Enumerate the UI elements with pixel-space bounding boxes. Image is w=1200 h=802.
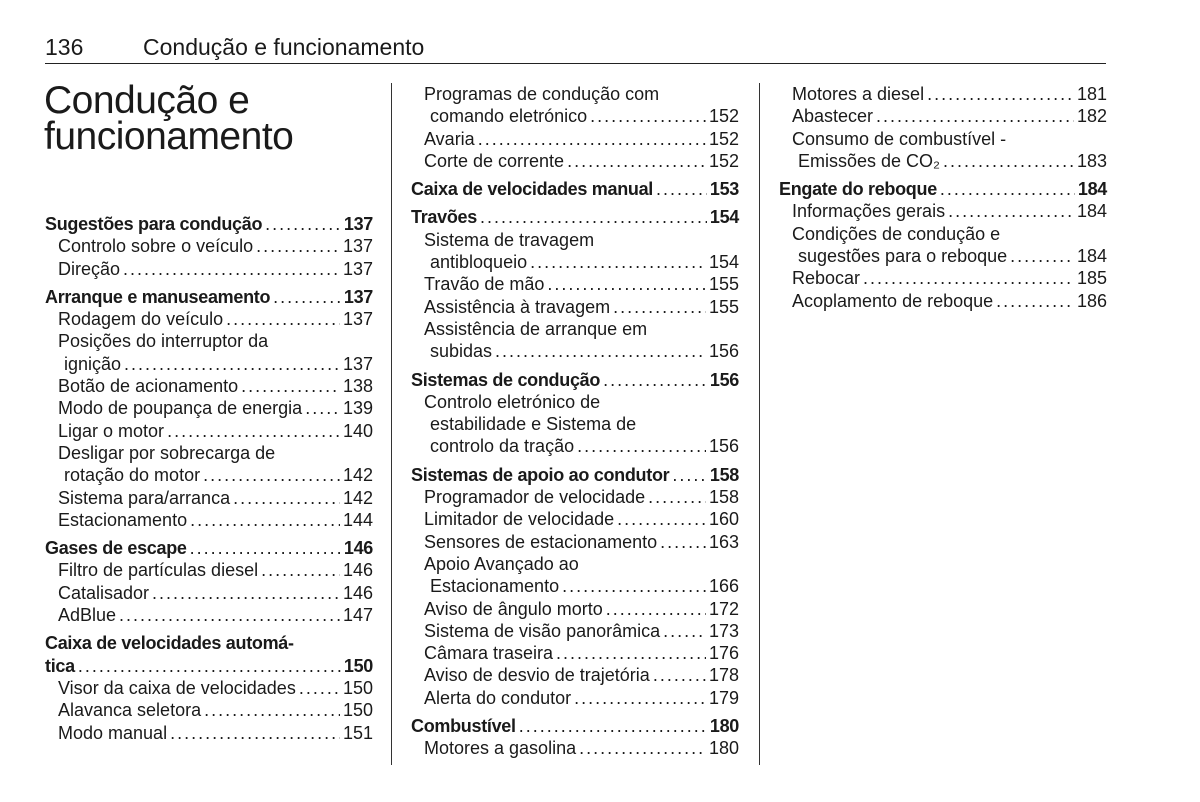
toc-entry-text: Combustível — [411, 716, 516, 737]
toc-entry-text: Visor da caixa de velocidades — [58, 677, 296, 698]
dot-leader — [948, 200, 1074, 222]
dot-leader — [656, 178, 707, 200]
chapter-title — [44, 79, 294, 158]
toc-entry-text: Sistemas de condução — [411, 369, 601, 390]
toc-line — [792, 245, 1107, 267]
toc-line — [424, 273, 739, 295]
running-header — [45, 34, 1106, 64]
toc-page-number: 150 — [342, 700, 373, 721]
toc-line — [424, 737, 739, 759]
toc-page-number: 183 — [1076, 150, 1107, 171]
toc-entry-text: Arranque e manuseamento — [45, 286, 271, 307]
toc-page-number: 178 — [708, 665, 739, 686]
toc-page-number: 151 — [342, 722, 373, 743]
toc-subentry[interactable] — [45, 677, 373, 699]
toc-entry-text: sugestões para o reboque — [798, 246, 1008, 267]
toc-line — [411, 715, 739, 737]
toc-entry-text: Sistema de visão panorâmica — [424, 620, 661, 641]
toc-line — [424, 664, 739, 686]
toc-line — [792, 83, 1107, 105]
toc-line — [424, 553, 739, 575]
toc-line — [424, 105, 739, 127]
toc-line — [792, 105, 1107, 127]
toc-line — [424, 128, 739, 150]
toc-page-number: 137 — [342, 353, 373, 374]
toc-line — [424, 391, 739, 413]
dot-leader — [305, 397, 340, 419]
toc-entry-text: Estacionamento — [58, 509, 188, 530]
dot-leader — [78, 655, 341, 677]
dot-leader — [603, 369, 707, 391]
toc-page-number: 163 — [708, 531, 739, 552]
toc-page-number: 153 — [709, 179, 739, 200]
toc-entry-text: Avaria — [424, 128, 475, 149]
toc-subentry[interactable] — [45, 397, 373, 419]
toc-line — [424, 598, 739, 620]
toc-page-number: 166 — [708, 576, 739, 597]
toc-line — [424, 251, 739, 273]
dot-leader — [233, 487, 340, 509]
dot-leader — [940, 178, 1075, 200]
toc-line — [424, 318, 739, 340]
toc-section-entry[interactable] — [779, 178, 1107, 200]
toc-line — [58, 559, 373, 581]
toc-entry-text: Catalisador — [58, 582, 150, 603]
toc-entry-text: Sensores de estacionamento — [424, 531, 658, 552]
toc-line — [58, 582, 373, 604]
toc-line — [411, 369, 739, 391]
toc-subentry[interactable] — [45, 509, 373, 531]
toc-page-number: 156 — [709, 369, 739, 390]
toc-entry-text: Estacionamento — [430, 576, 560, 597]
toc-section-entry[interactable] — [45, 286, 373, 308]
toc-line — [45, 213, 373, 235]
toc-line — [58, 330, 373, 352]
dot-leader — [579, 737, 706, 759]
toc-entry-text: ignição — [64, 353, 122, 374]
toc-line — [424, 229, 739, 251]
toc-page-number: 181 — [1076, 84, 1107, 104]
toc-line — [792, 290, 1107, 312]
toc-entry-text: subidas — [430, 341, 493, 362]
toc-subentry[interactable] — [779, 83, 1107, 105]
toc-line — [58, 699, 373, 721]
dot-leader — [556, 642, 706, 664]
dot-leader — [663, 620, 706, 642]
toc-entry-text: Sistema de travagem — [424, 229, 595, 250]
toc-line — [411, 464, 739, 486]
toc-entry-text: Filtro de partículas diesel — [58, 560, 259, 581]
toc-entry-text: Programas de condução com — [424, 84, 660, 104]
page-number: 136 — [45, 34, 84, 60]
toc-entry-text: Gases de escape — [45, 538, 187, 559]
toc-line — [424, 150, 739, 172]
toc-entry-text: Direção — [58, 258, 121, 279]
dot-leader — [167, 420, 340, 442]
toc-entry-text: Caixa de velocidades manual — [411, 179, 654, 200]
toc-line — [45, 286, 373, 308]
toc-line — [45, 655, 373, 677]
dot-leader — [606, 598, 706, 620]
toc-page-number: 184 — [1077, 179, 1107, 200]
column-divider — [391, 83, 392, 765]
dot-leader — [653, 664, 706, 686]
toc-subentry[interactable] — [411, 531, 739, 553]
dot-leader — [613, 296, 706, 318]
toc-line — [424, 486, 739, 508]
toc-page-number: 158 — [708, 487, 739, 508]
dot-leader — [203, 464, 340, 486]
toc-subentry[interactable] — [45, 375, 373, 397]
toc-line — [58, 722, 373, 744]
toc-entry-text: Alerta do condutor — [424, 687, 572, 708]
dot-leader — [124, 353, 340, 375]
toc-subentry[interactable] — [45, 699, 373, 721]
dot-leader — [617, 508, 706, 530]
toc-line — [45, 632, 373, 654]
toc-section-entry[interactable] — [411, 464, 739, 486]
toc-line — [424, 435, 739, 457]
toc-subentry[interactable] — [779, 223, 1107, 268]
toc-entry-text: Condições de condução e — [792, 223, 1001, 244]
toc-subentry[interactable] — [45, 604, 373, 626]
toc-page-number: 176 — [708, 643, 739, 664]
toc-entry-text: Motores a diesel — [792, 84, 925, 104]
toc-section-entry[interactable] — [411, 369, 739, 391]
dot-leader — [519, 715, 707, 737]
toc-subentry[interactable] — [411, 273, 739, 295]
toc-section-entry[interactable] — [45, 213, 373, 235]
toc-entry-text: comando eletrónico — [430, 106, 588, 127]
toc-page-number: 137 — [343, 214, 373, 234]
dot-leader — [299, 677, 340, 699]
toc-subentry[interactable] — [411, 553, 739, 598]
dot-leader — [152, 582, 340, 604]
toc-page-number: 137 — [342, 309, 373, 330]
toc-subentry[interactable] — [45, 487, 373, 509]
toc-subentry[interactable] — [411, 598, 739, 620]
dot-leader — [273, 286, 341, 308]
dot-leader — [480, 206, 707, 228]
toc-entry-text: Botão de acionamento — [58, 376, 239, 397]
chapter-title-line: Condução e — [44, 79, 250, 122]
toc-line — [58, 308, 373, 330]
toc-subentry[interactable] — [779, 200, 1107, 222]
toc-entry-text: Aviso de ângulo morto — [424, 598, 603, 619]
toc-line — [792, 223, 1107, 245]
toc-line — [58, 420, 373, 442]
toc-line — [424, 642, 739, 664]
dot-leader — [190, 537, 341, 559]
toc-entry-text: Corte de corrente — [424, 150, 565, 171]
dot-leader — [562, 575, 706, 597]
toc-subentry[interactable] — [45, 722, 373, 744]
toc-line — [792, 200, 1107, 222]
toc-section-entry[interactable] — [411, 206, 739, 228]
toc-section-entry[interactable] — [411, 715, 739, 737]
dot-leader — [876, 105, 1074, 127]
toc-line — [58, 464, 373, 486]
toc-page-number: 138 — [342, 376, 373, 397]
toc-line — [58, 509, 373, 531]
toc-entry-text: Controlo sobre o veículo — [58, 236, 254, 257]
dot-leader — [265, 213, 341, 235]
dot-leader — [123, 258, 340, 280]
toc-page-number: 155 — [708, 274, 739, 295]
dot-leader — [495, 340, 706, 362]
toc-subentry[interactable] — [411, 687, 739, 709]
toc-line — [58, 375, 373, 397]
toc-entry-text: Programador de velocidade — [424, 487, 646, 508]
toc-page-number: 179 — [708, 687, 739, 708]
toc-page-number: 155 — [708, 296, 739, 317]
dot-leader — [241, 375, 340, 397]
toc-subentry[interactable] — [411, 296, 739, 318]
toc-entry-text: controlo da tração — [430, 436, 575, 457]
toc-entry-text: Consumo de combustível - — [792, 128, 1007, 149]
toc-entry-text: Acoplamento de reboque — [792, 290, 994, 311]
toc-page-number: 158 — [709, 464, 739, 485]
toc-page-number: 150 — [342, 677, 373, 698]
toc-subentry[interactable] — [779, 290, 1107, 312]
toc-subentry[interactable] — [45, 420, 373, 442]
dot-leader — [204, 699, 340, 721]
toc-page-number: 147 — [342, 605, 373, 626]
dot-leader — [170, 722, 340, 744]
toc-entry-text: Travões — [411, 207, 477, 228]
toc-entry-text: Ligar o motor — [58, 420, 165, 441]
toc-page-number: 152 — [708, 128, 739, 149]
toc-page-number: 152 — [708, 106, 739, 127]
toc-line — [792, 267, 1107, 289]
toc-page-number: 184 — [1076, 246, 1107, 267]
toc-page-number: 144 — [342, 509, 373, 530]
toc-entry-text: Informações gerais — [792, 201, 946, 222]
toc-entry-text: Engate do reboque — [779, 179, 937, 200]
toc-entry-text: Motores a gasolina — [424, 738, 577, 759]
toc-entry-text: Assistência de arranque em — [424, 318, 648, 339]
toc-entry-text: Sugestões para condução — [45, 214, 263, 234]
dot-leader — [261, 559, 340, 581]
dot-leader — [648, 486, 706, 508]
toc-subentry[interactable] — [45, 582, 373, 604]
toc-page-number: 154 — [708, 252, 739, 273]
toc-subentry[interactable] — [45, 258, 373, 280]
toc-page-number: 137 — [342, 236, 373, 257]
toc-entry-text: Assistência à travagem — [424, 296, 611, 317]
toc-line — [45, 537, 373, 559]
toc-entry-text: Sistemas de apoio ao condutor — [411, 464, 670, 485]
toc-subentry[interactable] — [411, 150, 739, 172]
toc-subentry[interactable] — [779, 105, 1107, 127]
toc-line — [424, 413, 739, 435]
toc-subentry[interactable] — [45, 559, 373, 581]
dot-leader — [574, 687, 706, 709]
toc-line — [424, 575, 739, 597]
dot-leader — [478, 128, 706, 150]
toc-subentry[interactable] — [411, 128, 739, 150]
toc-line — [58, 397, 373, 419]
toc-subentry[interactable] — [411, 620, 739, 642]
toc-subentry[interactable] — [411, 83, 739, 128]
toc-entry-text: AdBlue — [58, 605, 117, 626]
toc-line — [779, 178, 1107, 200]
toc-line — [411, 178, 739, 200]
dot-leader — [672, 464, 707, 486]
dot-leader — [996, 290, 1074, 312]
toc-page-number: 137 — [342, 258, 373, 279]
toc-subentry[interactable] — [411, 642, 739, 664]
toc-page-number: 142 — [342, 465, 373, 486]
toc-section-entry[interactable] — [45, 632, 373, 677]
toc-entry-text: Controlo eletrónico de — [424, 391, 601, 412]
toc-line — [58, 258, 373, 280]
toc-entry-text: Aviso de desvio de trajetória — [424, 665, 650, 686]
toc-line — [424, 83, 739, 105]
toc-page-number: 186 — [1076, 290, 1107, 311]
dot-leader — [927, 83, 1074, 105]
toc-page-number: 180 — [709, 716, 739, 737]
toc-page-number: 154 — [709, 207, 739, 228]
toc-line — [424, 296, 739, 318]
toc-subentry[interactable] — [411, 318, 739, 363]
toc-page-number: 152 — [708, 150, 739, 171]
dot-leader — [943, 150, 1074, 172]
toc-entry-text: Desligar por sobrecarga de — [58, 442, 276, 463]
toc-page-number: 172 — [708, 598, 739, 619]
toc-section-entry[interactable] — [411, 178, 739, 200]
toc-subentry[interactable] — [411, 737, 739, 759]
toc-line — [58, 442, 373, 464]
toc-line — [411, 206, 739, 228]
dot-leader — [577, 435, 706, 457]
dot-leader — [256, 235, 340, 257]
toc-subentry[interactable] — [411, 229, 739, 274]
toc-subentry[interactable] — [45, 330, 373, 375]
toc-page-number: 142 — [342, 487, 373, 508]
toc-line — [424, 508, 739, 530]
toc-entry-text: Câmara traseira — [424, 643, 554, 664]
toc-entry-text: Sistema para/arranca — [58, 487, 231, 508]
toc-page-number: 173 — [708, 620, 739, 641]
toc-line — [792, 128, 1107, 150]
toc-line — [58, 487, 373, 509]
toc-column-3 — [779, 83, 1107, 312]
chapter-title-line: funcionamento — [44, 115, 294, 158]
toc-page-number: 184 — [1076, 201, 1107, 222]
dot-leader — [590, 105, 706, 127]
toc-page-number: 185 — [1076, 268, 1107, 289]
toc-entry-text: Rodagem do veículo — [58, 309, 224, 330]
toc-entry-text: antibloqueio — [430, 252, 528, 273]
dot-leader — [190, 509, 340, 531]
toc-subentry[interactable] — [411, 391, 739, 458]
toc-page-number: 137 — [343, 286, 373, 307]
toc-entry-text: Modo de poupança de energia — [58, 398, 303, 419]
dot-leader — [863, 267, 1074, 289]
dot-leader — [567, 150, 706, 172]
toc-subentry[interactable] — [45, 442, 373, 487]
toc-line — [58, 604, 373, 626]
toc-entry-text: Modo manual — [58, 722, 168, 743]
toc-entry-text: Limitador de velocidade — [424, 509, 615, 530]
toc-entry-text: rotação do motor — [64, 465, 201, 486]
toc-page-number: 146 — [342, 560, 373, 581]
toc-page-number: 146 — [343, 538, 373, 559]
column-divider — [759, 83, 760, 765]
toc-subentry[interactable] — [411, 664, 739, 686]
toc-line — [424, 687, 739, 709]
toc-line — [424, 620, 739, 642]
toc-page-number: 182 — [1076, 106, 1107, 127]
toc-page-number: 156 — [708, 341, 739, 362]
toc-line — [424, 340, 739, 362]
running-title: Condução e funcionamento — [143, 34, 425, 60]
dot-leader — [660, 531, 706, 553]
toc-entry-text: Rebocar — [792, 268, 861, 289]
toc-subentry[interactable] — [411, 486, 739, 508]
toc-entry-text: Posições do interruptor da — [58, 331, 269, 352]
toc-subentry[interactable] — [45, 308, 373, 330]
toc-entry-text: estabilidade e Sistema de — [430, 414, 637, 435]
dot-leader — [1010, 245, 1074, 267]
toc-entry-text: Caixa de velocidades automá- — [45, 633, 294, 654]
dot-leader — [226, 308, 340, 330]
toc-entry-text: Apoio Avançado ao — [424, 553, 579, 574]
toc-subentry[interactable] — [779, 267, 1107, 289]
toc-page-number: 150 — [343, 655, 373, 676]
dot-leader — [530, 251, 706, 273]
toc-line — [58, 677, 373, 699]
toc-subentry[interactable] — [411, 508, 739, 530]
toc-section-entry[interactable] — [45, 537, 373, 559]
toc-entry-text: Abastecer — [792, 106, 874, 127]
toc-page-number: 140 — [342, 420, 373, 441]
toc-page-number: 139 — [342, 398, 373, 419]
toc-page-number: 180 — [708, 738, 739, 759]
toc-page-number: 146 — [342, 582, 373, 603]
toc-line — [58, 235, 373, 257]
dot-leader — [547, 273, 706, 295]
toc-entry-text: Alavanca seletora — [58, 700, 202, 721]
toc-entry-text: tica — [45, 655, 75, 676]
toc-page-number: 160 — [708, 509, 739, 530]
toc-line — [792, 150, 1107, 172]
toc-page-number: 156 — [708, 436, 739, 457]
toc-column-1 — [45, 213, 373, 744]
toc-line — [58, 353, 373, 375]
toc-entry-text: Emissões de CO₂ — [798, 150, 941, 171]
toc-entry-text: Travão de mão — [424, 274, 545, 295]
toc-column-2 — [411, 83, 739, 760]
toc-subentry[interactable] — [779, 128, 1107, 173]
toc-line — [424, 531, 739, 553]
toc-subentry[interactable] — [45, 235, 373, 257]
dot-leader — [119, 604, 340, 626]
